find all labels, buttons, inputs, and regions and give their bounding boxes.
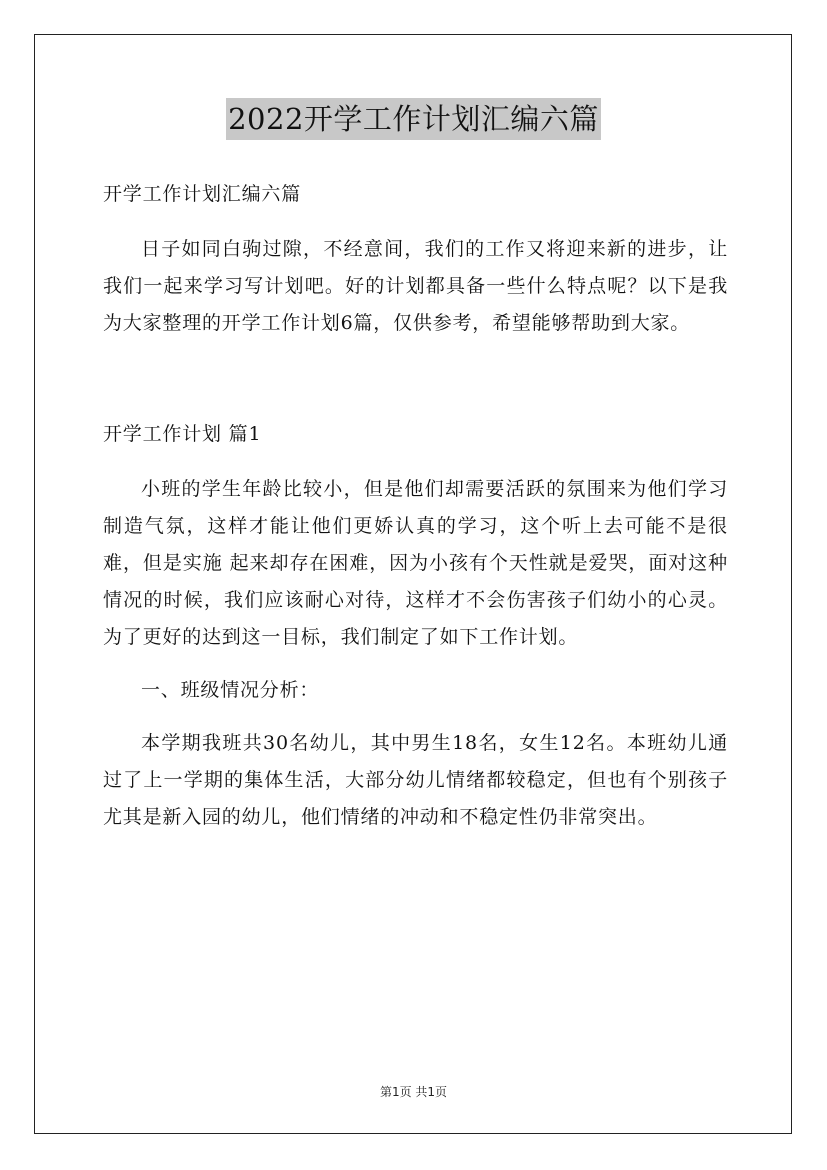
spacer bbox=[103, 342, 728, 416]
document-title-wrap bbox=[0, 98, 827, 140]
section-heading: 开学工作计划 篇1 bbox=[103, 423, 262, 445]
document-body bbox=[103, 176, 728, 836]
subtitle: 开学工作计划汇编六篇 bbox=[103, 183, 302, 205]
section-paragraph-1: 小班的学生年龄比较小，但是他们却需要活跃的氛围来为他们学习制造气氛，这样才能让他们更娇认真的学习，这个听上去可能不是很难，但是实施 起来却存在困难，因为小孩有个天性就是爱哭，面对这种情况的时候，我们应该耐心对待，这样才不会伤害孩子们幼小的心灵。为了更好的达到这一目标，我们制定了如下工作计划。 bbox=[103, 478, 728, 648]
section-paragraph-2: 本学期我班共30名幼儿，其中男生18名，女生12名。本班幼儿通过了上一学期的集体生活，大部分幼儿情绪都较稳定，但也有个别孩子尤其是新入园的幼儿，他们情绪的冲动和不稳定性仍非常突出。 bbox=[103, 732, 728, 828]
document-title: 2022开学工作计划汇编六篇 bbox=[226, 98, 601, 140]
section-item-heading: 一、班级情况分析： bbox=[141, 679, 320, 701]
intro-paragraph: 日子如同白驹过隙，不经意间，我们的工作又将迎来新的进步，让我们一起来学习写计划吧。好的计划都具备一些什么特点呢？以下是我为大家整理的开学工作计划6篇，仅供参考，希望能够帮助到大家。 bbox=[103, 238, 728, 334]
page-footer: 第1页 共1页 bbox=[379, 1085, 448, 1099]
